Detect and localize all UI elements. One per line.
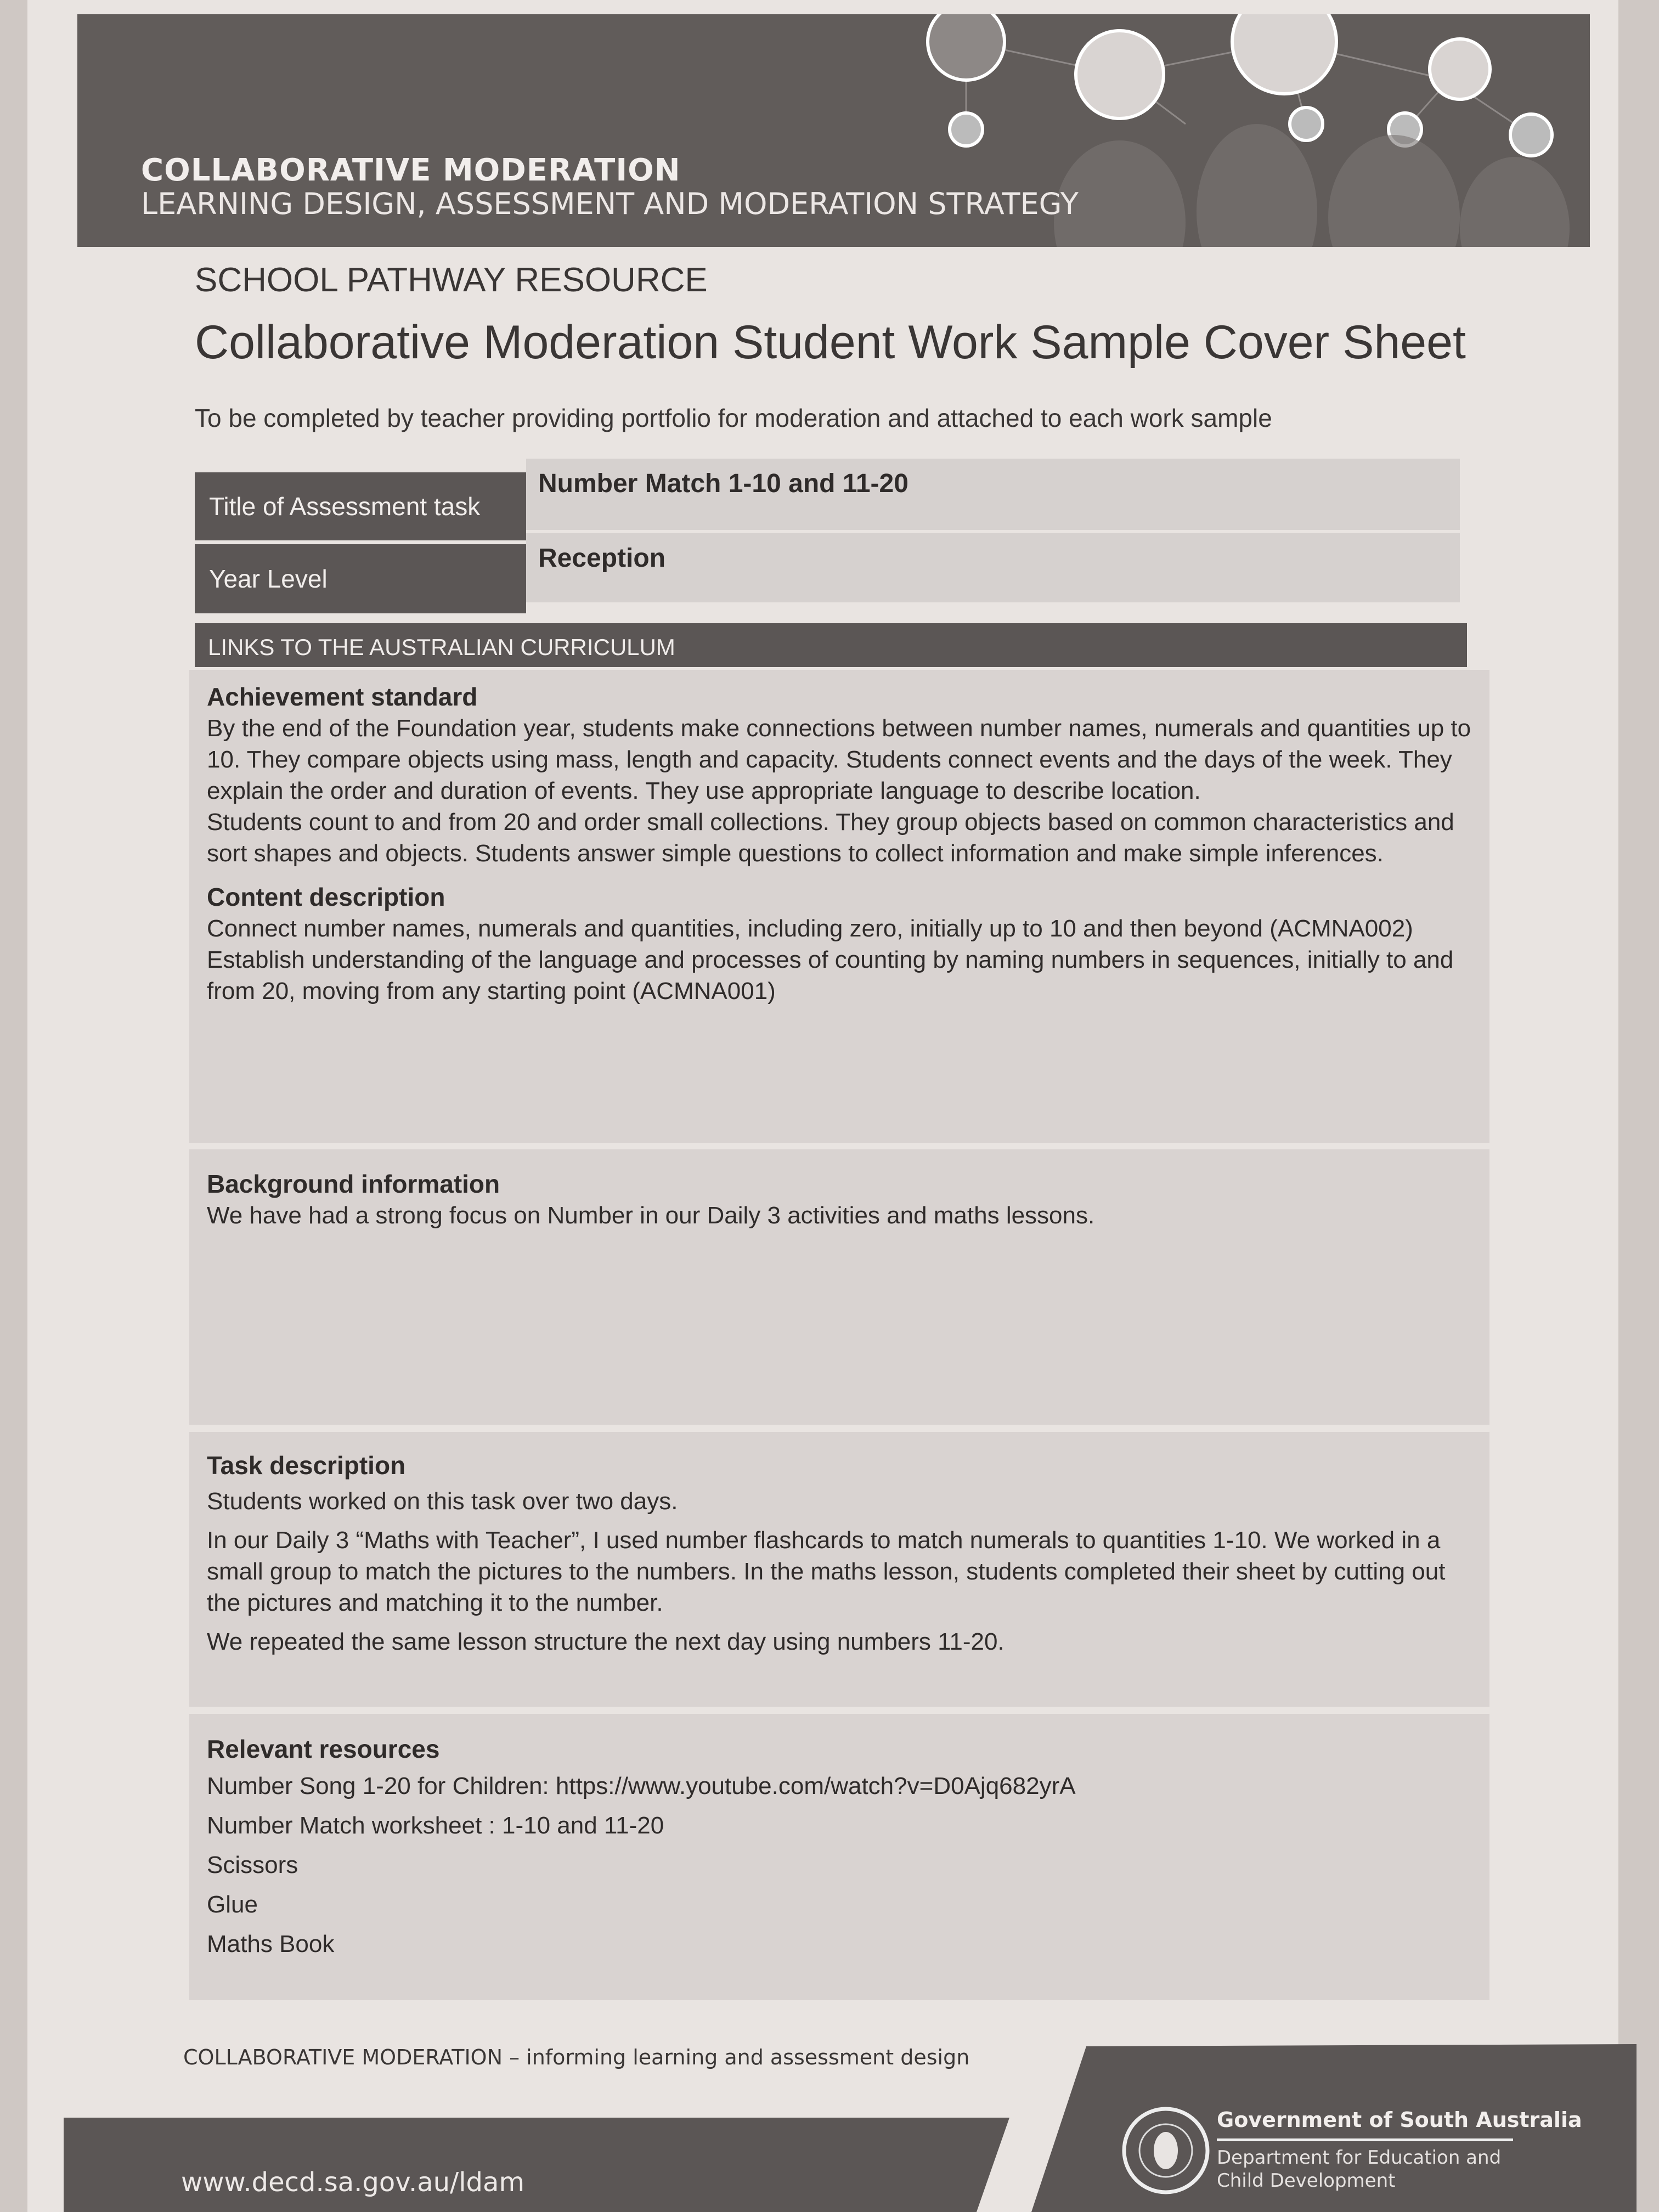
dept-line: Department for Education and <box>1217 2147 1502 2169</box>
assessment-title-label: Title of Assessment task <box>195 472 526 540</box>
content-text: Connect number names, numerals and quantities, including zero, initially up to 10 and then beyond (ACMNA002) <box>207 915 1413 942</box>
achievement-text: By the end of the Foundation year, students make connections between number names, numerals and quantities up to 10. They compare objects using mass, length and capacity. Students connect events and the days of the week. They explain the order and duration of events. They use appropriate language to describe location. <box>207 715 1471 804</box>
resource-item: Glue <box>207 1891 258 1918</box>
background-heading: Background information <box>207 1170 500 1198</box>
task-heading: Task description <box>207 1451 406 1480</box>
task-text: In our Daily 3 “Maths with Teacher”, I used number flashcards to match numerals to quantities 1-10. We worked in a small group to match the pictures to the numbers. In the maths lesson, students completed their sheet by cutting out the pictures and matching it to the number. <box>207 1527 1446 1616</box>
task-text: We repeated the same lesson structure the next day using numbers 11-20. <box>207 1628 1005 1655</box>
resource-type: SCHOOL PATHWAY RESOURCE <box>195 261 708 299</box>
resources-section <box>189 1714 1489 2000</box>
resource-item: Number Match worksheet : 1-10 and 11-20 <box>207 1812 664 1839</box>
dept-line: Child Development <box>1217 2170 1396 2192</box>
year-level-value: Reception <box>526 533 1460 602</box>
logo-divider <box>1217 2138 1513 2141</box>
page-title: Collaborative Moderation Student Work Sample Cover Sheet <box>195 316 1466 369</box>
south-australia-seal-icon <box>1119 2104 1212 2197</box>
task-section <box>189 1432 1489 1707</box>
year-level-label: Year Level <box>195 544 526 613</box>
background-text: We have had a strong focus on Number in our Daily 3 activities and maths lessons. <box>207 1202 1095 1229</box>
content-text: Establish understanding of the language and processes of counting by naming numbers in sequences, initially to and from 20, moving from any starting point (ACMNA001) <box>207 946 1454 1005</box>
resources-heading: Relevant resources <box>207 1735 440 1763</box>
header-title: COLLABORATIVE MODERATION <box>141 153 681 188</box>
song-link[interactable]: https://www.youtube.com/watch?v=D0Ajq682yrA <box>555 1773 1076 1799</box>
dept-name <box>1217 2146 1501 2192</box>
assessment-title-value: Number Match 1-10 and 11-20 <box>526 459 1460 530</box>
task-text: Students worked on this task over two days. <box>207 1488 678 1515</box>
song-label: Number Song 1-20 for Children: <box>207 1773 556 1799</box>
curriculum-section <box>189 670 1489 1143</box>
resource-item: Maths Book <box>207 1931 335 1957</box>
footer-url[interactable]: www.decd.sa.gov.au/ldam <box>181 2167 525 2198</box>
curriculum-links-header: LINKS TO THE AUSTRALIAN CURRICULUM <box>195 623 1467 667</box>
achievement-heading: Achievement standard <box>207 682 478 711</box>
footer-tagline: COLLABORATIVE MODERATION – informing learning and assessment design <box>183 2045 970 2069</box>
content-heading: Content description <box>207 883 445 911</box>
gov-name: Government of South Australia <box>1217 2108 1582 2132</box>
header-subtitle: LEARNING DESIGN, ASSESSMENT AND MODERATION STRATEGY <box>141 187 1079 221</box>
instructions: To be completed by teacher providing portfolio for moderation and attached to each work sample <box>195 404 1272 432</box>
background-section <box>189 1149 1489 1425</box>
achievement-text: Students count to and from 20 and order small collections. They group objects based on common characteristics and sort shapes and objects. Students answer simple questions to collect information and make simple inferences. <box>207 809 1454 867</box>
resource-item: Scissors <box>207 1852 298 1878</box>
